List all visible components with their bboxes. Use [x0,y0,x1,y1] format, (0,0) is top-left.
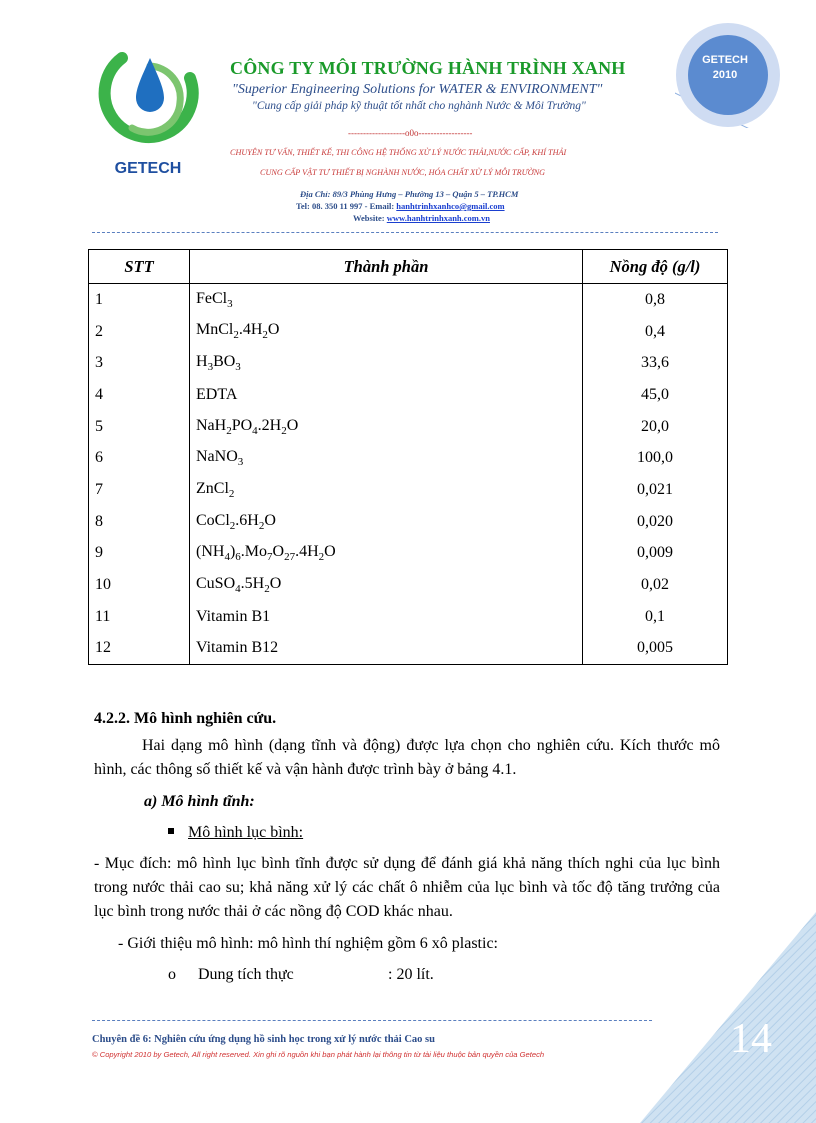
row-component: $CoCl_2.6H_2O$ [190,506,583,538]
row-component: Vitamin B12 [190,633,583,665]
row-concentration: 33,6 [583,347,728,379]
row-concentration: 0,8 [583,284,728,316]
circle-bullet-icon: o [168,966,176,983]
badge-text [700,53,750,83]
bullet-text: Mô hình lục bình: [188,824,304,841]
table-row [89,569,728,601]
table-row [89,601,728,633]
table-row [89,633,728,665]
row-concentration: 0,020 [583,506,728,538]
row-stt: 4 [89,379,190,411]
table-row [89,442,728,474]
intro-paragraph [94,734,720,782]
circle-list-item [168,963,434,987]
header-stt: STT [89,250,190,284]
copyright-notice: © Copyright 2010 by Getech, All right reserved. Xin ghi rõ nguồn khi bạn phát hành lại thông tin từ tài liệu thuộc bản quyền của Getech [92,1050,545,1059]
email-link[interactable]: hanhtrinhxanhco@gmail.com [396,201,505,211]
capacity-value: : 20 lít. [388,966,434,983]
row-stt: 6 [89,442,190,474]
row-component: NaNO$_3$ [190,442,583,474]
model-intro-line: - Giới thiệu mô hình: mô hình thí nghiệm gồm 6 xô plastic: [118,935,498,952]
row-component: $(NH_4)_6.Mo_7O_{27}.4H_2O$ [190,538,583,570]
bullet-item [168,821,303,845]
company-name: CÔNG TY MÔI TRƯỜNG HÀNH TRÌNH XANH [230,58,626,78]
website-line [353,213,490,223]
row-component: Vitamin B1 [190,601,583,633]
row-stt: 7 [89,474,190,506]
intro-paragraph-text: Hai dạng mô hình (dạng tĩnh và động) được lựa chọn cho nghiên cứu. Kích thước mô hình, các thông số thiết kế và vận hành được trình bày ở bảng 4.1. [94,737,720,778]
header-concentration: Nồng độ (g/l) [583,250,728,284]
footer-topic-title: Chuyên đề 6: Nghiên cứu ứng dụng hồ sinh học trong xử lý nước thải Cao su [92,1034,435,1045]
company-address: Địa Chỉ: 89/3 Phùng Hưng – Phường 13 – Quận 5 – TP.HCM [300,189,519,199]
header-ornament: -------------------o0o------------------ [348,128,473,138]
badge-title: GETECH [702,54,748,66]
logo-text: GETECH [114,160,182,177]
row-stt: 11 [89,601,190,633]
table-row [89,411,728,443]
services-line-1: CHUYÊN TƯ VẤN, THIẾT KẾ, THI CÔNG HỆ THỐNG XỬ LÝ NƯỚC THẢI,NƯỚC CẤP, KHÍ THẢI [230,148,567,157]
corner-triangle [640,912,816,1123]
website-link[interactable]: www.hanhtrinhxanh.com.vn [386,213,490,223]
table-row [89,506,728,538]
getech-logo [92,40,204,180]
header-divider [92,232,718,233]
contact-line [296,201,505,211]
row-concentration: 45,0 [583,379,728,411]
table-row [89,379,728,411]
row-stt: 9 [89,538,190,570]
table-row [89,284,728,316]
row-concentration: 0,005 [583,633,728,665]
row-concentration: 0,1 [583,601,728,633]
row-stt: 2 [89,316,190,348]
row-concentration: 0,02 [583,569,728,601]
row-component: $NaH_2PO_4.2H_2O$ [190,411,583,443]
row-concentration: 0,009 [583,538,728,570]
page-number: 14 [730,1016,772,1062]
row-stt: 1 [89,284,190,316]
tel-label: Tel: 08. 350 11 997 - Email: [296,201,397,211]
badge-year: 2010 [712,69,738,81]
table-row [89,316,728,348]
square-bullet-icon [168,828,174,834]
slogan-vietnamese: "Cung cấp giải pháp kỹ thuật tốt nhất cho nghành Nước & Môi Trường" [252,100,586,112]
table-row [89,474,728,506]
row-component: $CuSO_4.5H_2O$ [190,569,583,601]
services-line-2: CUNG CẤP VẬT TƯ THIẾT BỊ NGHÀNH NƯỚC, HÓA CHẤT XỬ LÝ MÔI TRƯỜNG [260,168,546,177]
composition-table [88,249,728,665]
row-stt: 8 [89,506,190,538]
website-label: Website: [353,213,387,223]
row-component: EDTA [190,379,583,411]
table-header-row [89,250,728,284]
row-stt: 5 [89,411,190,443]
table-row [89,538,728,570]
header-component: Thành phần [190,250,583,284]
row-stt: 3 [89,347,190,379]
row-concentration: 0,4 [583,316,728,348]
row-concentration: 100,0 [583,442,728,474]
corner-decoration [640,912,816,1123]
row-stt: 12 [89,633,190,665]
capacity-label: Dung tích thực [198,966,294,983]
row-component: FeCl$_3$ [190,284,583,316]
purpose-paragraph: - Mục đích: mô hình lục bình tĩnh được sử dụng để đánh giá khả năng thích nghi của lục bình trong nước thải cao su; khả năng xử lý các chất ô nhiễm của lục bình và tốc độ tăng trưởng của lục bình trong nước thải ở các nồng độ COD khác nhau. [94,855,720,920]
slogan-english: "Superior Engineering Solutions for WATER & ENVIRONMENT" [232,82,603,97]
row-concentration: 0,021 [583,474,728,506]
row-component: ZnCl$_2$ [190,474,583,506]
row-component: $MnCl_2.4H_2O$ [190,316,583,348]
section-heading: 4.2.2. Mô hình nghiên cứu. [94,710,277,727]
row-component: $H_3BO_3$ [190,347,583,379]
footer-divider [92,1020,652,1021]
row-stt: 10 [89,569,190,601]
table-row [89,347,728,379]
row-concentration: 20,0 [583,411,728,443]
subsection-static-model: a) Mô hình tĩnh: [144,793,255,810]
